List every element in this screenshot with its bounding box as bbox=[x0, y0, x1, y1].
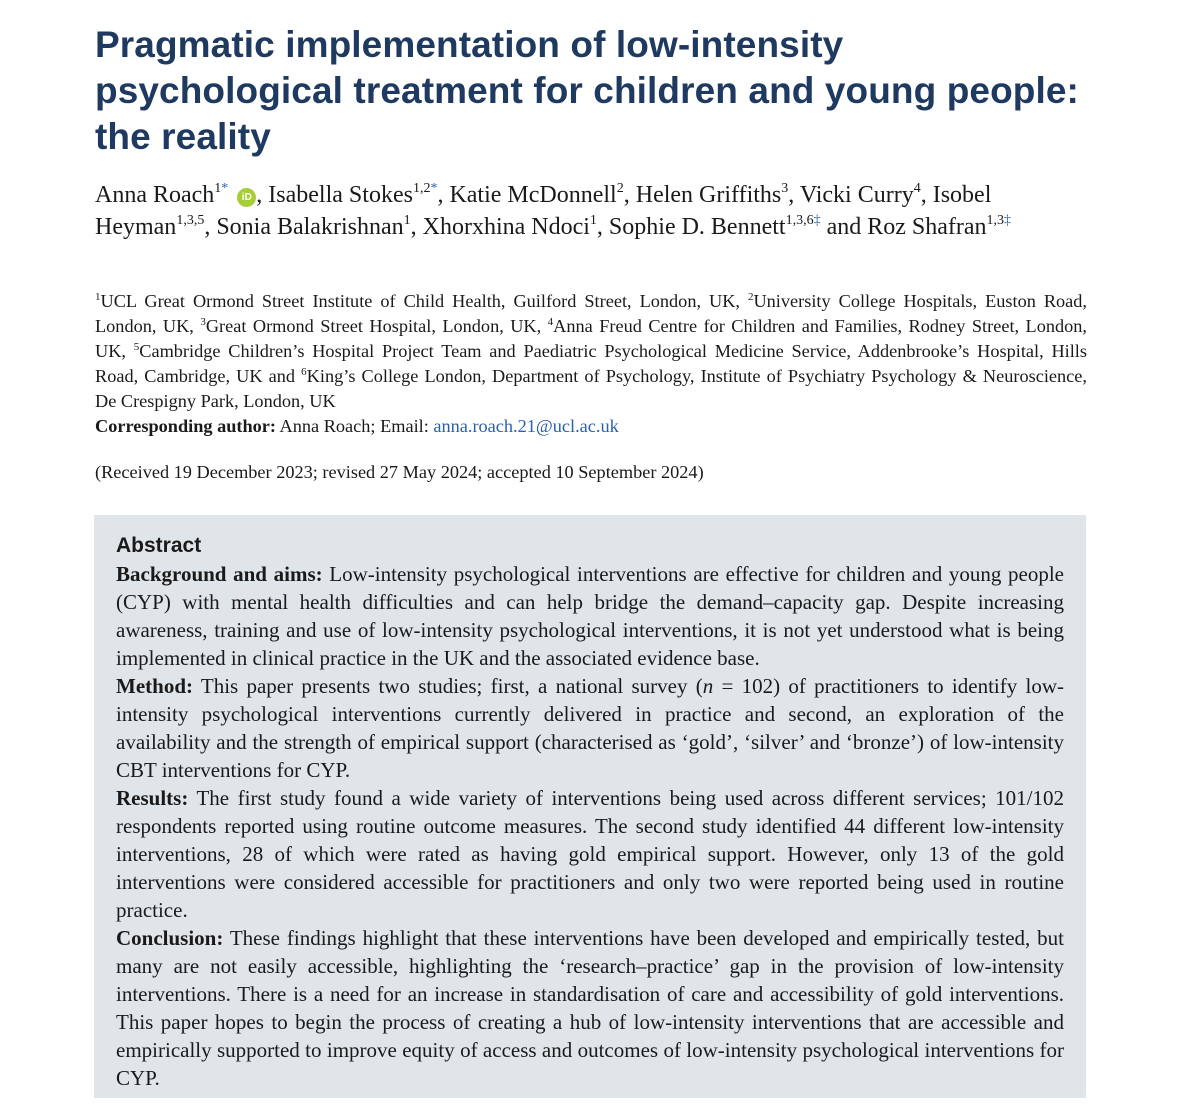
orcid-icon[interactable]: iD bbox=[237, 188, 256, 207]
author[interactable]: Anna Roach$^{1*}$ iD bbox=[95, 182, 256, 208]
abstract-background: Background and aims: Low-intensity psychological interventions are effective for children and young people (CYP) with mental health difficulties and can help bridge the demand–capacity gap. Despite increasing awareness, training and use of low-intensity psychological interventions, it is not yet understood what is being implemented in clinical practice in the UK and the associated evidence base. bbox=[116, 562, 1064, 670]
author[interactable]: Isobel Heyman$^{1,3,5}$ bbox=[95, 182, 992, 240]
article-title: Pragmatic implementation of low-intensity psychological treatment for children and young people: the reality bbox=[95, 24, 1079, 157]
author[interactable]: Xhorxhina Ndoci$^1$ bbox=[422, 212, 597, 240]
affiliations: $^1$UCL Great Ormond Street Institute of Child Health, Guilford Street, London, UK, $^2$University College Hospitals, Euston Road, London, UK, $^3$Great Ormond Street Hospital, London, UK, $^4$Anna Freud Centre for Children and Families, Rodney Street, London, UK, $^5$Cambridge Children’s Hospital Project Team and Paediatric Psychological Medicine Service, Addenbrooke’s Hospital, Hills Road, Cambridge, UK and $^6$King’s College London, Department of Psychology, Institute of Psychiatry Psychology & Neuroscience, De Crespigny Park, London, UK bbox=[95, 291, 1088, 411]
abstract-box bbox=[94, 515, 1086, 1098]
author[interactable]: Katie McDonnell$^2$ bbox=[449, 181, 624, 208]
abstract-results: Results: The first study found a wide variety of interventions being used across different services; 101/102 respondents reported using routine outcome measures. The second study identified 44 different low-intensity interventions, 28 of which were rated as having gold empirical support. However, only 13 of the gold interventions were considered accessible for practitioners and only two were reported being used in routine practice. bbox=[116, 786, 1064, 922]
author[interactable]: Sonia Balakrishnan$^1$ bbox=[216, 212, 411, 240]
author-list: Anna Roach$^{1*}$ iD , Isabella Stokes$^{1,2*}$, Katie McDonnell$^2$, Helen Griffiths$^3$, Vicki Curry$^4$, Isobel Heyman$^{1,3,5}$, Sonia Balakrishnan$^1$, Xhorxhina Ndoci$^1$, Sophie D. Bennett$^{1,3,6\ddagger}$ and Roz Shafran$^{1,3\ddagger}$ bbox=[95, 181, 1012, 240]
email-link[interactable]: anna.roach.21@ucl.ac.uk bbox=[433, 416, 619, 436]
received-dates: (Received 19 December 2023; revised 27 May 2024; accepted 10 September 2024) bbox=[95, 462, 704, 482]
corresponding-author: Corresponding author: Anna Roach; Email: anna.roach.21@ucl.ac.uk bbox=[95, 416, 619, 436]
abstract-conclusion: Conclusion: These findings highlight that these interventions have been developed and empirically tested, but many are not easily accessible, highlighting the ‘research–practice’ gap in the provision of low-intensity interventions. There is a need for an increase in standardisation of care and accessibility of gold interventions. This paper hopes to begin the process of creating a hub of low-intensity interventions that are accessible and empirically supported to improve equity of access and outcomes of low-intensity psychological interventions for CYP. bbox=[116, 926, 1064, 1090]
abstract-heading: Abstract bbox=[116, 534, 202, 557]
author[interactable]: Helen Griffiths$^3$ bbox=[635, 181, 789, 208]
author[interactable]: Sophie D. Bennett$^{1,3,6\ddagger}$ bbox=[608, 212, 821, 240]
author[interactable]: Roz Shafran$^{1,3\ddagger}$ bbox=[867, 212, 1012, 240]
author[interactable]: Vicki Curry$^4$ bbox=[799, 181, 921, 208]
abstract-method: Method: This paper presents two studies; first, a national survey (n = 102) of practitioners to identify low-intensity psychological interventions currently delivered in practice and second, an exploration of the availability and the strength of empirical support (characterised as ‘gold’, ‘silver’ and ‘bronze’) of low-intensity CBT interventions for CYP. bbox=[116, 674, 1064, 782]
author[interactable]: Isabella Stokes$^{1,2*}$ bbox=[268, 181, 438, 208]
